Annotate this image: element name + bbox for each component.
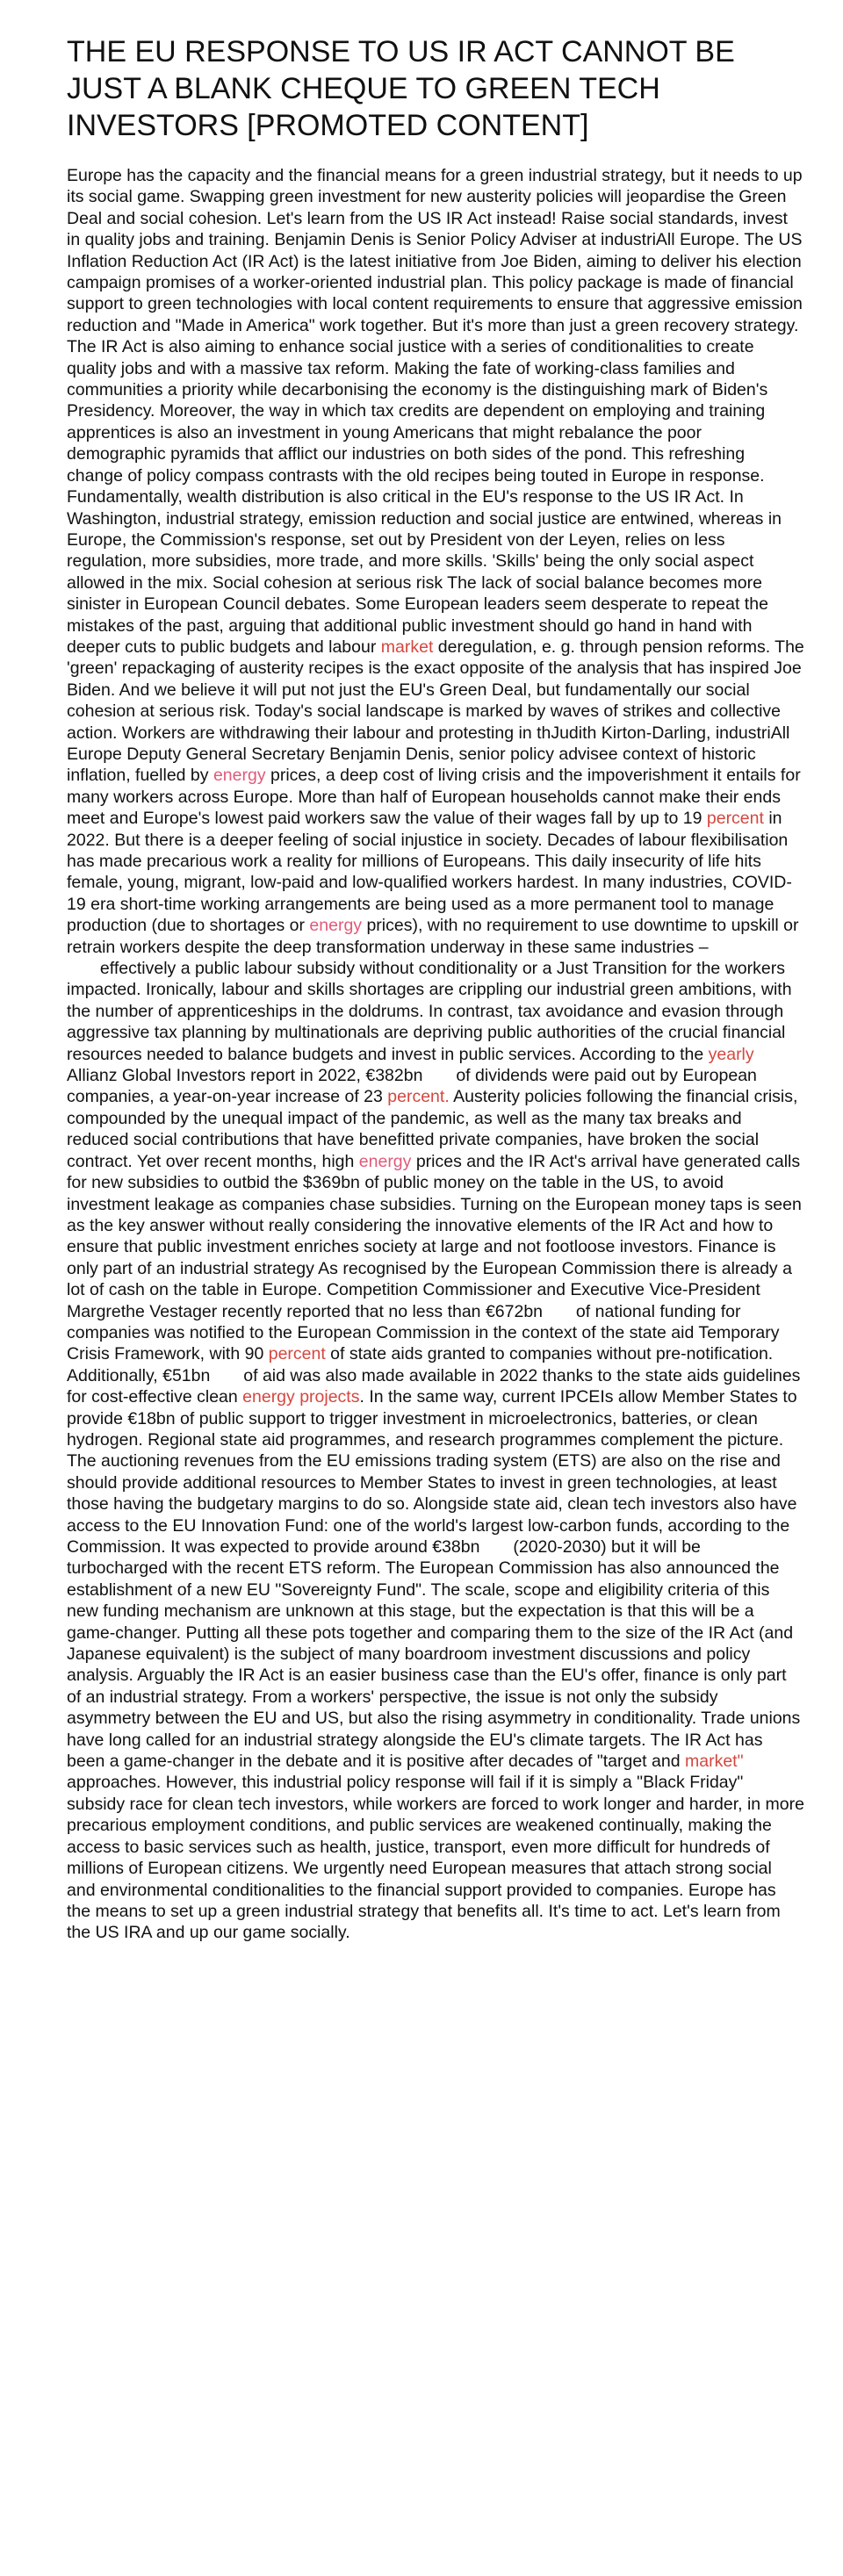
keyword-link[interactable]: market bbox=[380, 637, 434, 657]
keyword-link[interactable]: percent bbox=[268, 1344, 326, 1364]
keyword-link[interactable]: energy projects bbox=[242, 1387, 360, 1407]
keyword-link[interactable]: percent. bbox=[387, 1087, 450, 1107]
keyword-link[interactable]: yearly bbox=[708, 1044, 754, 1064]
body-segment: of state aids granted to companies without pre-notification. Additionally, €51bn of aid was also made available in 2022 thanks to the state aids guidelines for cost-effective clean bbox=[67, 1344, 801, 1407]
keyword-link[interactable]: energy bbox=[358, 1151, 412, 1171]
article-title: THE EU RESPONSE TO US IR ACT CANNOT BE JUST A BLANK CHEQUE TO GREEN TECH INVESTORS [PROMOTED CONTENT] bbox=[67, 35, 735, 142]
body-segment: approaches. However, this industrial policy response will fail if it is simply a "Black Friday" subsidy race for clean tech investors, while workers are forced to work longer and harder, in more precarious employment conditions, and public services are weakened continually, making the access to basic services such as health, justice, transport, even more difficult for hundreds of millions of European citizens. We urgently need European measures that attach strong social and environmental conditionalities to the financial support provided to companies. Europe has the means to set up a green industrial strategy that benefits all. It's time to act. Let's learn from the US IRA and up our game socially. bbox=[67, 1773, 804, 1943]
body-segment: prices and the IR Act's arrival have generated calls for new subsidies to outbid the $369bn of public money on the table in the US, to avoid investment leakage as companies chase subsidies. Turning on the European money taps is seen as the key answer without really considering the innovative elements of the IR Act and how to ensure that public investment enriches society at large and not footloose investors. Finance is only part of an industrial strategy As recognised by the European Commission there is already a lot of cash on the table in Europe. Competition Commissioner and Executive Vice-President Margrethe Vestager recently reported that no less than €672bn of national funding for companies was notified to the European Commission in the context of the state aid Temporary Crisis Framework, with 90 bbox=[67, 1151, 802, 1364]
keyword-link[interactable]: percent bbox=[706, 809, 764, 829]
body-segment: Austerity policies following the financial crisis, compounded by the unequal impact of the pandemic, as well as the many tax breaks and reduced social contributions that have benefitted private companies, have broken the social contract. Yet over recent months, high bbox=[67, 1087, 798, 1171]
article-body bbox=[67, 165, 804, 1944]
body-segment: in 2022. But there is a deeper feeling of social injustice in society. Decades of labour flexibilisation has made precarious work a reality for millions of Europeans. This daily insecurity of life hits female, young, migrant, low-paid and low-qualified workers hardest. In many industries, COVID-19 era short-time working arrangements are being used as a more permanent tool to manage production (due to shortages or bbox=[67, 809, 792, 936]
body-segment: prices), with no requirement to use downtime to upskill or retrain workers despite the deep transformation underway in these same industries – effectively a public labour subsidy without conditionality or a Just Transition for the workers impacted. Ironically, labour and skills shortages are crippling our industrial green ambitions, with the number of apprenticeships in the doldrums. In contrast, tax avoidance and evasion through aggressive tax planning by multinationals are depriving public authorities of the crucial financial resources needed to balance budgets and invest in public services. According to the bbox=[67, 916, 799, 1064]
body-segment: prices, a deep cost of living crisis and the impoverishment it entails for many workers across Europe. More than half of European households cannot make their ends meet and Europe's lowest paid workers saw the value of their wages fall by up to 19 bbox=[67, 766, 801, 829]
keyword-link[interactable]: market" bbox=[684, 1752, 744, 1772]
keyword-link[interactable]: energy bbox=[309, 916, 363, 936]
body-segment: . In the same way, current IPCEIs allow Member States to provide €18bn of public support to trigger investment in microelectronics, batteries, or clean hydrogen. Regional state aid programmes, and research programmes complement the picture. The auctioning revenues from the EU emissions trading system (ETS) are also on the rise and should provide additional resources to Member States to invest in green technologies, at least those having the budgetary margins to do so. Alongside state aid, clean tech investors also have access to the EU Innovation Fund: one of the world's largest low-carbon funds, according to the Commission. It was expected to provide around €38bn (2020-2030) but it will be turbocharged with the recent ETS reform. The European Commission has also announced the establishment of a new EU "Sovereignty Fund". The scale, scope and eligibility criteria of this new funding mechanism are unknown at this stage, but the expectation is that this will be a game-changer. Putting all these pots together and comparing them to the size of the IR Act (and Japanese equivalent) is the subject of many boardroom investment discussions and policy analysis. Arguably the IR Act is an easier business case than the EU's offer, finance is only part of an industrial strategy. From a workers' perspective, the issue is not only the subsidy asymmetry between the EU and US, but also the rising asymmetry in conditionality. Trade unions have long called for an industrial strategy alongside the EU's climate targets. The IR Act has been a game-changer in the debate and it is positive after decades of "target and bbox=[67, 1387, 801, 1772]
keyword-link[interactable]: energy bbox=[213, 766, 266, 786]
body-segment: deregulation, e. g. through pension reforms. The 'green' repackaging of austerity recipes is the exact opposite of the analysis that has inspired Joe Biden. And we believe it will put not just the EU's Green Deal, but fundamentally our social cohesion at serious risk. Today's social landscape is marked by waves of strikes and collective action. Workers are withdrawing their labour and protesting in thJudith Kirton-Darling, industriAll Europe Deputy General Secretary Benjamin Denis, senior policy advisee context of historic inflation, fuelled by bbox=[67, 637, 804, 786]
body-segment: Allianz Global Investors report in 2022, €382bn of dividends were paid out by European companies, a year-on-year increase of 23 bbox=[67, 1066, 757, 1107]
body-segment: Europe has the capacity and the financial means for a green industrial strategy, but it needs to up its social game. Swapping green investment for new austerity policies will jeopardise the Green Deal and social cohesion. Let's learn from the US IR Act instead! Raise social standards, invest in quality jobs and training. Benjamin Denis is Senior Policy Adviser at industriAll Europe. The US Inflation Reduction Act (IR Act) is the latest initiative from Joe Biden, aiming to deliver his election campaign promises of a worker-oriented industrial plan. This policy package is made of financial support to green technologies with local content requirements to ensure that aggressive emission reduction and "Made in America" work together. But it's more than just a green recovery strategy. The IR Act is also aiming to enhance social justice with a series of conditionalities to create quality jobs and with a massive tax reform. Making the fate of working-class families and communities a priority while decarbonising the economy is the distinguishing mark of Biden's Presidency. Moreover, the way in which tax credits are dependent on employing and training apprentices is also an investment in young Americans that might rebalance the poor demographic pyramids that afflict our industries on both sides of the pond. This refreshing change of policy compass contrasts with the old recipes being touted in Europe in response. Fundamentally, wealth distribution is also critical in the EU's response to the US IR Act. In Washington, industrial strategy, emission reduction and social justice are entwined, whereas in Europe, the Commission's response, set out by President von der Leyen, relies on less regulation, more subsidies, more trade, and more skills. 'Skills' being the only social aspect allowed in the mix. Social cohesion at serious risk The lack of social balance becomes more sinister in European Council debates. Some European leaders seem desperate to repeat the mistakes of the past, arguing that additional public investment should go hand in hand with deeper cuts to public budgets and labour bbox=[67, 166, 803, 657]
